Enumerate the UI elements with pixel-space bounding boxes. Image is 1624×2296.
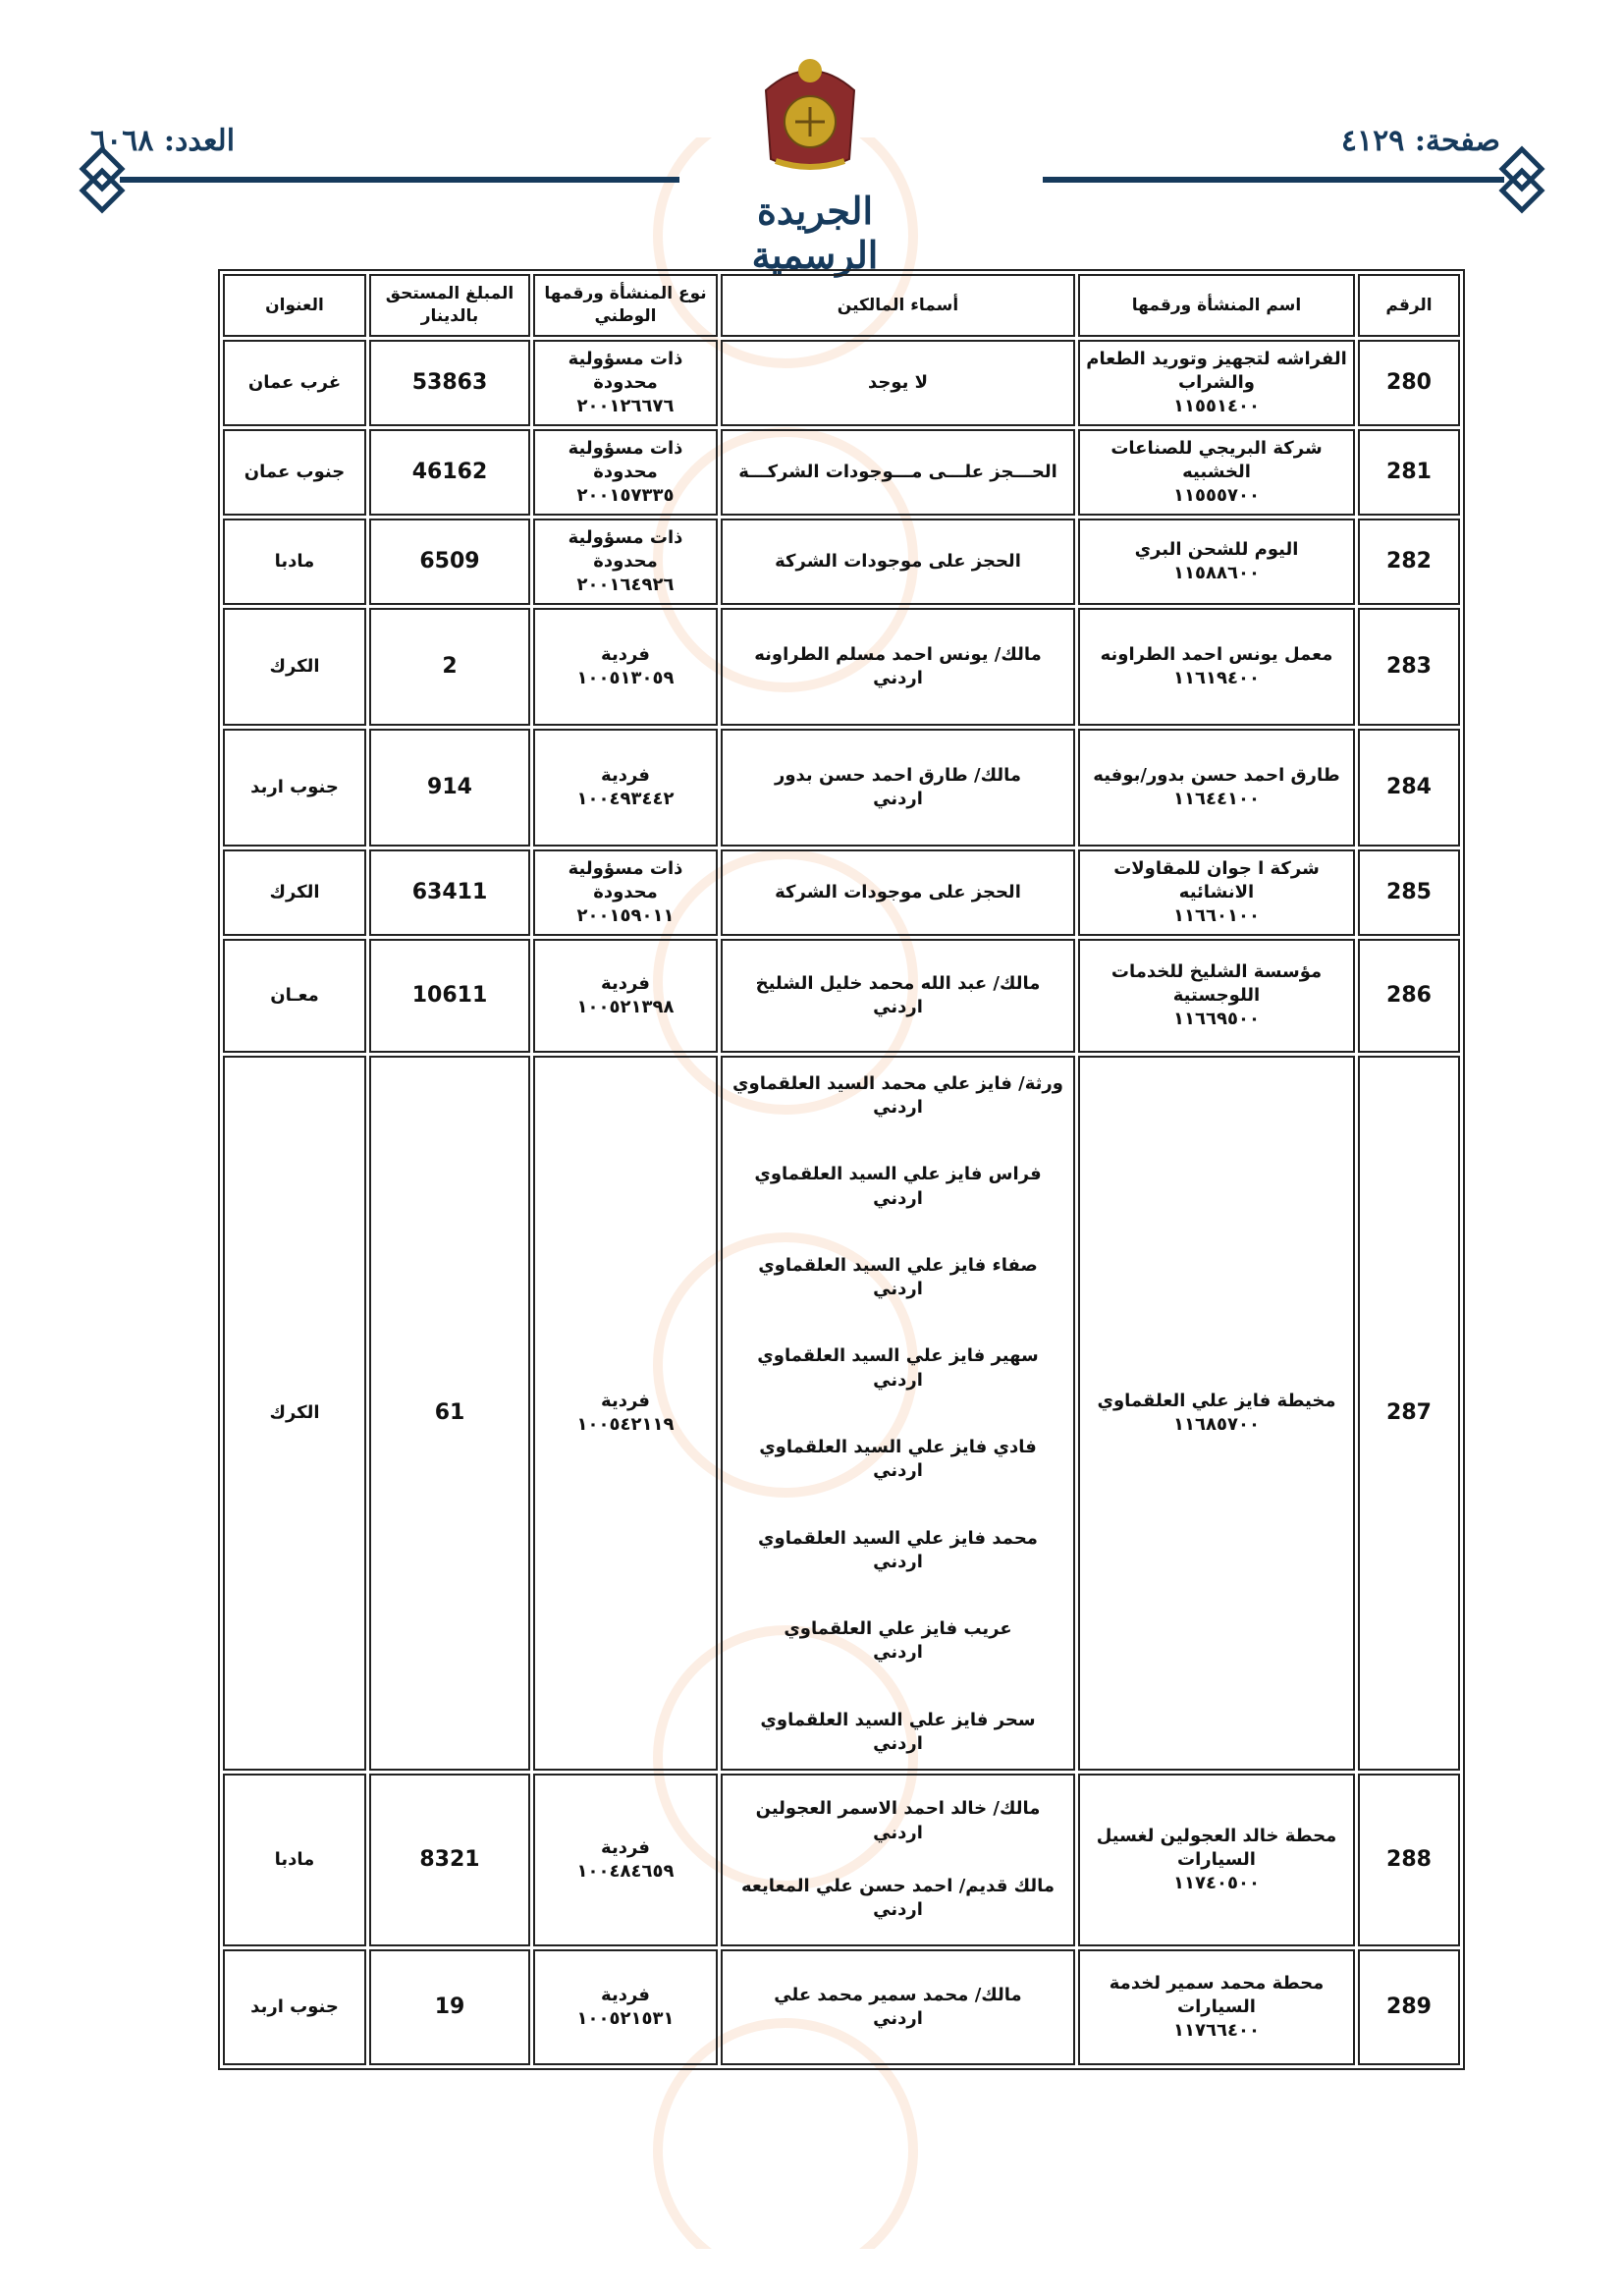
owner-names: الحجز على موجودات الشركة	[721, 519, 1075, 605]
owner-names: مالك/ طارق احمد حسن بدور اردني	[721, 729, 1075, 847]
address: جنوب اربد	[223, 1949, 366, 2065]
column-header-owners: أسماء المالكين	[721, 274, 1075, 337]
address: غرب عمان	[223, 340, 366, 426]
table-row	[223, 939, 1460, 1053]
row-number: 287	[1358, 1056, 1460, 1771]
establishment-name: اليوم للشحن البري ١١٥٨٨٦٠٠	[1078, 519, 1355, 605]
owner-names	[721, 1056, 1075, 1771]
establishment-name: مخيطة فايز علي العلقماوي ١١٦٨٥٧٠٠	[1078, 1056, 1355, 1771]
establishment-type: فردية ١٠٠٥٤٢١١٩	[533, 1056, 718, 1771]
establishment-name: الفراشه لتجهيز وتوريد الطعام والشراب ١١٥٥١٤٠٠	[1078, 340, 1355, 426]
address: معـان	[223, 939, 366, 1053]
establishment-type: ذات مسؤولية محدودة ٢٠٠١٥٩٠١١	[533, 849, 718, 936]
amount-due: 53863	[369, 340, 530, 426]
establishment-type: ذات مسؤولية محدودة ٢٠٠١٥٧٣٣٥	[533, 429, 718, 516]
header-rule	[120, 177, 679, 183]
amount-due: 10611	[369, 939, 530, 1053]
row-number: 281	[1358, 429, 1460, 516]
establishment-name: معمل يونس احمد الطراونه ١١٦١٩٤٠٠	[1078, 608, 1355, 726]
header-rule	[1043, 177, 1504, 183]
amount-due: 914	[369, 729, 530, 847]
row-number: 282	[1358, 519, 1460, 605]
owner-entry: فادي فايز علي السيد العلقماوي اردني	[759, 1437, 1037, 1482]
knot-ornament-icon	[1498, 145, 1545, 214]
address: الكرك	[223, 849, 366, 936]
owner-entry: فراس فايز علي السيد العلقماوي اردني	[754, 1164, 1042, 1209]
row-number: 286	[1358, 939, 1460, 1053]
establishment-type: فردية ١٠٠٥٢١٣٩٨	[533, 939, 718, 1053]
address: جنوب عمان	[223, 429, 366, 516]
address: جنوب اربد	[223, 729, 366, 847]
column-header-name: اسم المنشأة ورقمها	[1078, 274, 1355, 337]
column-header-number: الرقم	[1358, 274, 1460, 337]
table-row	[223, 1949, 1460, 2065]
table-row	[223, 519, 1460, 605]
amount-due: 8321	[369, 1774, 530, 1946]
table-header-row	[223, 274, 1460, 337]
amount-due: 2	[369, 608, 530, 726]
amount-due: 61	[369, 1056, 530, 1771]
table-row	[223, 340, 1460, 426]
table-row	[223, 729, 1460, 847]
owner-names: مالك/ محمد سمير محمد علي اردني	[721, 1949, 1075, 2065]
column-header-amount: المبلغ المستحق بالدينار	[369, 274, 530, 337]
table-row	[223, 608, 1460, 726]
owner-entry: مالك/ خالد احمد الاسمر العجولين اردني	[755, 1798, 1041, 1843]
owner-names: الحـــجز علـــى مـــوجودات الشركـــة	[721, 429, 1075, 516]
amount-due: 6509	[369, 519, 530, 605]
owner-entry: سحر فايز علي السيد العلقماوي اردني	[760, 1709, 1036, 1755]
amount-due: 19	[369, 1949, 530, 2065]
establishment-name: طارق احمد حسن بدور/بوفيه ١١٦٤٤١٠٠	[1078, 729, 1355, 847]
establishment-name: شركة ا جوان للمقاولات الانشائيه ١١٦٦٠١٠٠	[1078, 849, 1355, 936]
row-number: 289	[1358, 1949, 1460, 2065]
establishment-type: فردية ١٠٠٤٨٤٦٥٩	[533, 1774, 718, 1946]
owner-entry: سهير فايز علي السيد العلقماوي اردني	[757, 1345, 1039, 1391]
registry-table	[218, 269, 1465, 2070]
owner-names: مالك/ يونس احمد مسلم الطراونه اردني	[721, 608, 1075, 726]
owner-entry: محمد فايز علي السيد العلقماوي اردني	[758, 1527, 1038, 1572]
address: الكرك	[223, 1056, 366, 1771]
establishment-type: فردية ١٠٠٥١٣٠٥٩	[533, 608, 718, 726]
issue-number: العدد: ٦٠٦٨	[90, 124, 236, 158]
column-header-address: العنوان	[223, 274, 366, 337]
establishment-type: فردية ١٠٠٥٢١٥٣١	[533, 1949, 718, 2065]
establishment-type: ذات مسؤولية محدودة ٢٠٠١٢٦٦٧٦	[533, 340, 718, 426]
address: مادبا	[223, 519, 366, 605]
owner-names	[721, 1774, 1075, 1946]
row-number: 280	[1358, 340, 1460, 426]
page-number: صفحة: ٤١٢٩	[1340, 124, 1500, 158]
establishment-name: شركة البريجي للصناعات الخشبيه ١١٥٥٥٧٠٠	[1078, 429, 1355, 516]
row-number: 284	[1358, 729, 1460, 847]
establishment-type: ذات مسؤولية محدودة ٢٠٠١٦٤٩٢٦	[533, 519, 718, 605]
table-row	[223, 1774, 1460, 1946]
knot-ornament-icon	[79, 145, 126, 214]
row-number: 285	[1358, 849, 1460, 936]
owner-names: مالك/ عبد الله محمد خليل الشليخ اردني	[721, 939, 1075, 1053]
address: الكرك	[223, 608, 366, 726]
coat-of-arms-emblem	[756, 51, 864, 179]
establishment-type: فردية ١٠٠٤٩٣٤٤٢	[533, 729, 718, 847]
table-row	[223, 429, 1460, 516]
owner-entry: ورثة/ فايز علي محمد السيد العلقماوي اردني	[732, 1072, 1063, 1118]
establishment-name: محطة محمد سمير لخدمة السيارات ١١٧٦٦٤٠٠	[1078, 1949, 1355, 2065]
gazette-title: الجريدة الرسمية	[751, 189, 879, 277]
owner-entry: عريب فايز علي العلقماوي اردني	[784, 1618, 1012, 1664]
owner-names: لا يوجد	[721, 340, 1075, 426]
column-header-type: نوع المنشأة ورقمها الوطني	[533, 274, 718, 337]
table-row	[223, 849, 1460, 936]
owner-names: الحجز على موجودات الشركة	[721, 849, 1075, 936]
table-row	[223, 1056, 1460, 1771]
owner-entry: صفاء فايز علي السيد العلقماوي اردني	[758, 1254, 1038, 1300]
address: مادبا	[223, 1774, 366, 1946]
establishment-name: محطة خالد العجولين لغسيل السيارات ١١٧٤٠٥٠٠	[1078, 1774, 1355, 1946]
amount-due: 63411	[369, 849, 530, 936]
row-number: 283	[1358, 608, 1460, 726]
establishment-name: مؤسسة الشليخ للخدمات اللوجستية ١١٦٦٩٥٠٠	[1078, 939, 1355, 1053]
amount-due: 46162	[369, 429, 530, 516]
row-number: 288	[1358, 1774, 1460, 1946]
owner-entry: مالك قديم/ احمد حسن علي المعايعه اردني	[740, 1876, 1056, 1921]
